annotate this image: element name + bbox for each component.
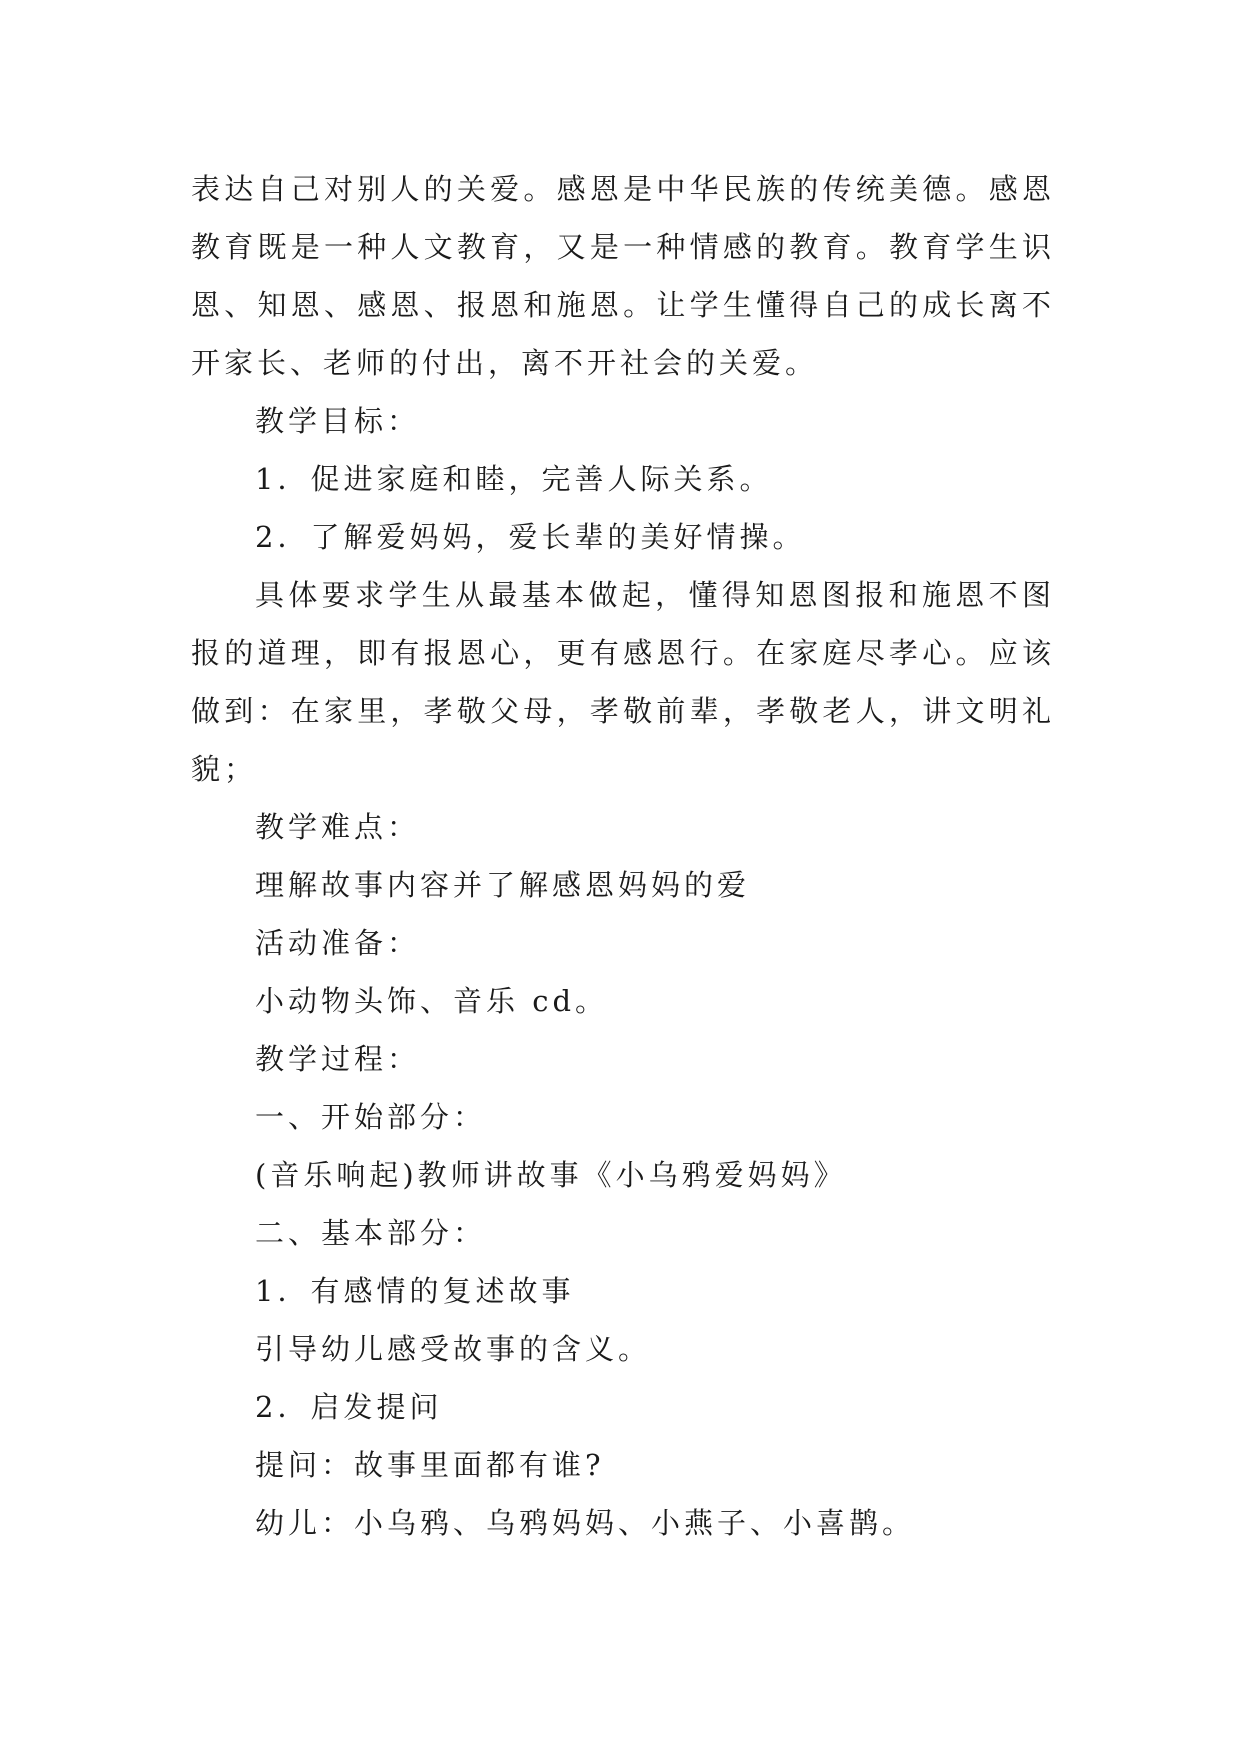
question-text: 提问：故事里面都有谁? xyxy=(255,1448,605,1482)
difficulty-text: 理解故事内容并了解感恩妈妈的爱 xyxy=(255,868,751,902)
intro-paragraph: 表达自己对别人的关爱。感恩是中华民族的传统美德。感恩教育既是一种人文教育，又是一种情感的教育。教育学生识恩、知恩、感恩、报恩和施恩。让学生懂得自己的成长离不开家长、老师的付出，离不开社会的关爱。 xyxy=(191,172,1055,380)
process-step-1-detail: 引导幼儿感受故事的含义。 xyxy=(255,1332,652,1366)
process-step-2: 2．启发提问 xyxy=(255,1390,443,1424)
section-heading-preparation: 活动准备： xyxy=(255,926,421,960)
process-part-2-heading: 二、基本部分： xyxy=(255,1216,487,1250)
section-heading-teaching-goals: 教学目标： xyxy=(255,404,421,438)
section-heading-process: 教学过程： xyxy=(255,1042,421,1076)
requirements-paragraph: 具体要求学生从最基本做起，懂得知恩图报和施恩不图报的道理，即有报恩心，更有感恩行。在家庭尽孝心。应该做到：在家里，孝敬父母，孝敬前辈，孝敬老人，讲文明礼貌； xyxy=(191,578,1055,786)
answer-text: 幼儿：小乌鸦、乌鸦妈妈、小燕子、小喜鹊。 xyxy=(255,1506,916,1540)
section-heading-teaching-difficulty: 教学难点： xyxy=(255,810,421,844)
document-body xyxy=(191,160,1055,1552)
preparation-text: 小动物头饰、音乐 cd。 xyxy=(255,984,609,1018)
goal-item-1: 1．促进家庭和睦，完善人际关系。 xyxy=(255,462,773,496)
process-step-1: 1．有感情的复述故事 xyxy=(255,1274,575,1308)
goal-item-2: 2．了解爱妈妈，爱长辈的美好情操。 xyxy=(255,520,806,554)
process-part-1-text: (音乐响起)教师讲故事《小乌鸦爱妈妈》 xyxy=(255,1158,847,1192)
process-part-1-heading: 一、开始部分： xyxy=(255,1100,487,1134)
